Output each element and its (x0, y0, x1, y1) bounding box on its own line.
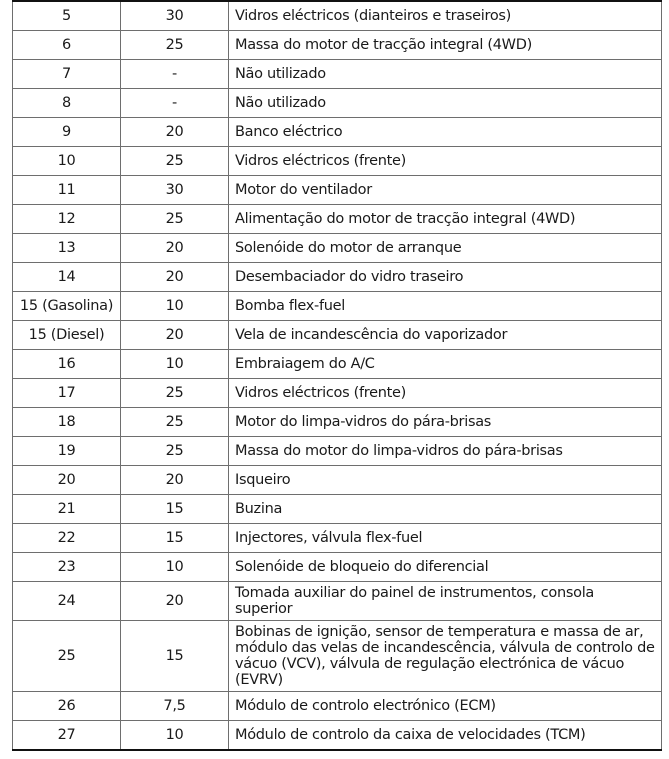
circuit-description-cell: Isqueiro (229, 466, 662, 495)
fuse-number-cell: 16 (13, 350, 121, 379)
table-row (13, 321, 662, 350)
table-row (13, 263, 662, 292)
fuse-number-cell: 22 (13, 524, 121, 553)
table-row (13, 437, 662, 466)
table-row (13, 466, 662, 495)
table-row (13, 692, 662, 721)
table-row (13, 234, 662, 263)
fuse-number-cell: 6 (13, 31, 121, 60)
circuit-description-cell: Vidros eléctricos (dianteiros e traseiros) (229, 1, 662, 31)
amperage-cell: 20 (121, 118, 229, 147)
circuit-description-cell: Motor do ventilador (229, 176, 662, 205)
circuit-description-cell: Banco eléctrico (229, 118, 662, 147)
fuse-number-cell: 11 (13, 176, 121, 205)
amperage-cell: 10 (121, 350, 229, 379)
amperage-cell: 25 (121, 31, 229, 60)
amperage-cell: 25 (121, 379, 229, 408)
fuse-number-cell: 5 (13, 1, 121, 31)
amperage-cell: 10 (121, 292, 229, 321)
circuit-description-cell: Massa do motor de tracção integral (4WD) (229, 31, 662, 60)
fuse-number-cell: 13 (13, 234, 121, 263)
circuit-description-cell: Embraiagem do A/C (229, 350, 662, 379)
fuse-number-cell: 26 (13, 692, 121, 721)
fuse-number-cell: 23 (13, 553, 121, 582)
fuse-number-cell: 12 (13, 205, 121, 234)
circuit-description-cell: Não utilizado (229, 89, 662, 118)
fuse-number-cell: 19 (13, 437, 121, 466)
amperage-cell: 7,5 (121, 692, 229, 721)
amperage-cell: 10 (121, 553, 229, 582)
circuit-description-cell: Bobinas de ignição, sensor de temperatura e massa de ar, módulo das velas de incandescência, válvula de controlo de vácuo (VCV), válvula de regulação electrónica de vácuo (EVRV) (229, 621, 662, 692)
fuse-number-cell: 15 (Diesel) (13, 321, 121, 350)
table-row (13, 350, 662, 379)
table-row (13, 205, 662, 234)
amperage-cell: 30 (121, 1, 229, 31)
fuse-number-cell: 7 (13, 60, 121, 89)
table-row (13, 721, 662, 751)
table-row (13, 379, 662, 408)
circuit-description-cell: Não utilizado (229, 60, 662, 89)
table-row (13, 118, 662, 147)
circuit-description-cell: Injectores, válvula flex-fuel (229, 524, 662, 553)
table-row (13, 176, 662, 205)
amperage-cell: 20 (121, 263, 229, 292)
amperage-cell: 20 (121, 466, 229, 495)
table-row (13, 495, 662, 524)
table-row (13, 292, 662, 321)
amperage-cell: 30 (121, 176, 229, 205)
fuse-number-cell: 15 (Gasolina) (13, 292, 121, 321)
amperage-cell: 20 (121, 234, 229, 263)
table-row (13, 1, 662, 31)
circuit-description-cell: Tomada auxiliar do painel de instrumentos, consola superior (229, 582, 662, 621)
amperage-cell: - (121, 60, 229, 89)
amperage-cell: 25 (121, 147, 229, 176)
table-row (13, 621, 662, 692)
circuit-description-cell: Vidros eléctricos (frente) (229, 147, 662, 176)
amperage-cell: 25 (121, 205, 229, 234)
fuse-number-cell: 14 (13, 263, 121, 292)
fuse-number-cell: 9 (13, 118, 121, 147)
table-row (13, 31, 662, 60)
fuse-number-cell: 25 (13, 621, 121, 692)
amperage-cell: 20 (121, 582, 229, 621)
table-row (13, 553, 662, 582)
fuse-table-body (13, 1, 662, 750)
amperage-cell: 10 (121, 721, 229, 751)
fuse-number-cell: 8 (13, 89, 121, 118)
fuse-number-cell: 20 (13, 466, 121, 495)
table-row (13, 147, 662, 176)
circuit-description-cell: Solenóide de bloqueio do diferencial (229, 553, 662, 582)
amperage-cell: 20 (121, 321, 229, 350)
fuse-number-cell: 27 (13, 721, 121, 751)
fuse-number-cell: 21 (13, 495, 121, 524)
table-row (13, 524, 662, 553)
amperage-cell: - (121, 89, 229, 118)
circuit-description-cell: Desembaciador do vidro traseiro (229, 263, 662, 292)
circuit-description-cell: Módulo de controlo electrónico (ECM) (229, 692, 662, 721)
amperage-cell: 15 (121, 524, 229, 553)
circuit-description-cell: Vela de incandescência do vaporizador (229, 321, 662, 350)
table-row (13, 408, 662, 437)
circuit-description-cell: Massa do motor do limpa-vidros do pára-brisas (229, 437, 662, 466)
circuit-description-cell: Motor do limpa-vidros do pára-brisas (229, 408, 662, 437)
circuit-description-cell: Solenóide do motor de arranque (229, 234, 662, 263)
amperage-cell: 25 (121, 437, 229, 466)
fuse-number-cell: 17 (13, 379, 121, 408)
fuse-number-cell: 18 (13, 408, 121, 437)
circuit-description-cell: Buzina (229, 495, 662, 524)
table-row (13, 60, 662, 89)
amperage-cell: 15 (121, 621, 229, 692)
fuse-table (12, 0, 662, 751)
amperage-cell: 25 (121, 408, 229, 437)
table-row (13, 582, 662, 621)
circuit-description-cell: Vidros eléctricos (frente) (229, 379, 662, 408)
table-row (13, 89, 662, 118)
circuit-description-cell: Bomba flex-fuel (229, 292, 662, 321)
fuse-number-cell: 24 (13, 582, 121, 621)
fuse-number-cell: 10 (13, 147, 121, 176)
circuit-description-cell: Módulo de controlo da caixa de velocidades (TCM) (229, 721, 662, 751)
amperage-cell: 15 (121, 495, 229, 524)
circuit-description-cell: Alimentação do motor de tracção integral (4WD) (229, 205, 662, 234)
